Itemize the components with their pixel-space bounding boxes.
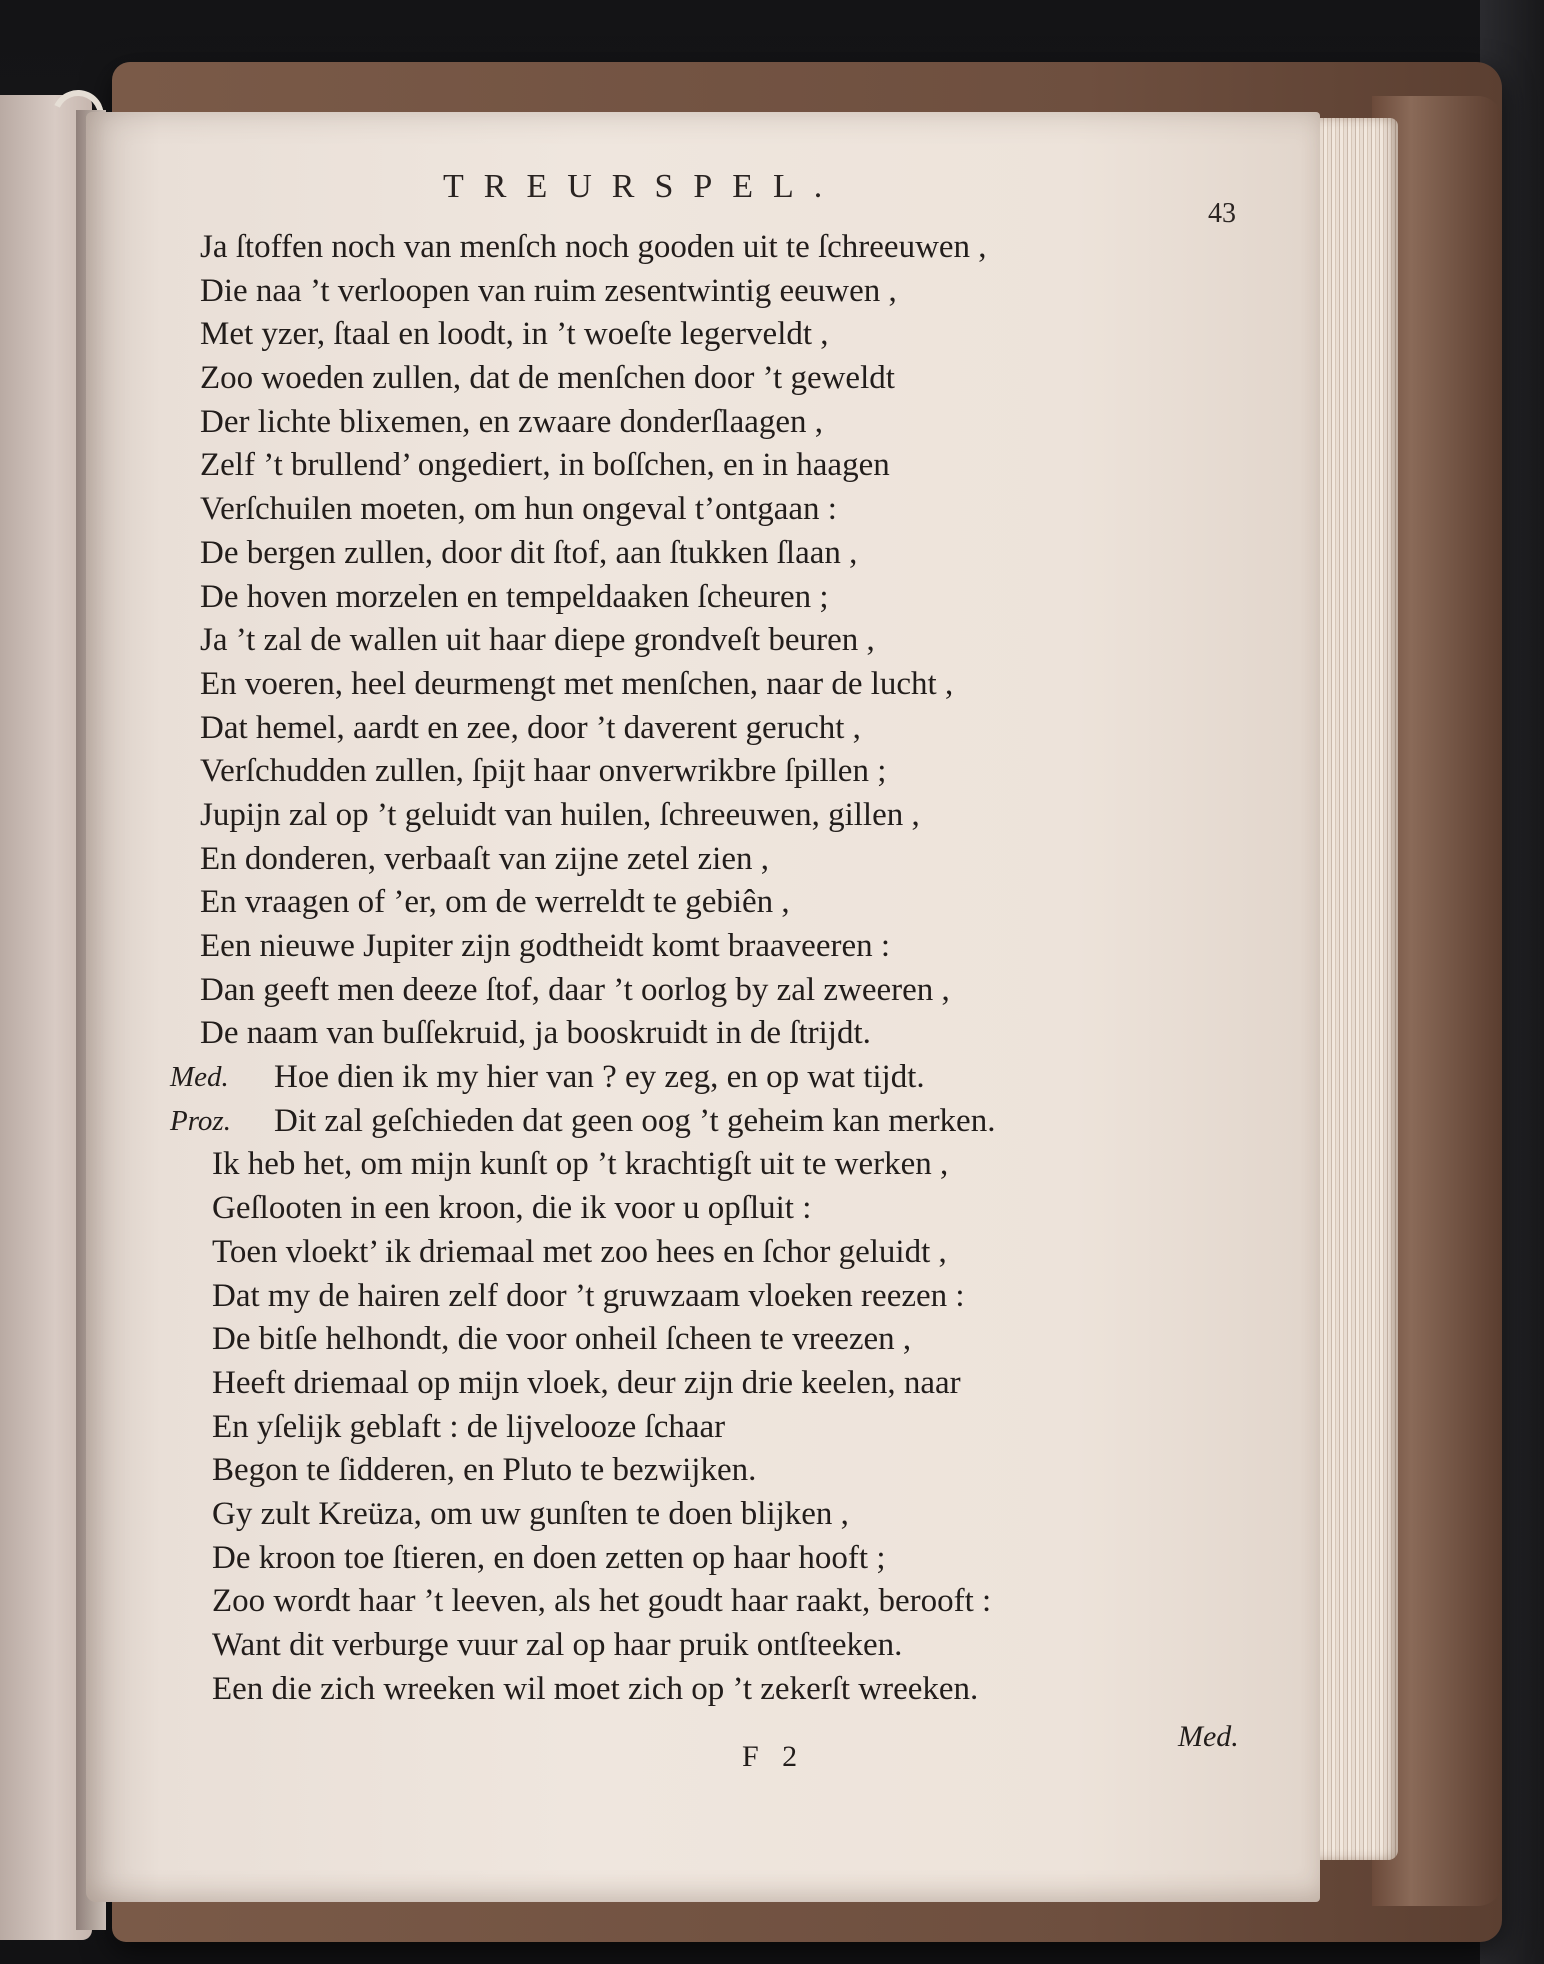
verse-line (170, 313, 1290, 357)
verse-text: Ja ’t zal de wallen uit haar diepe grondveſt beuren , (200, 622, 875, 659)
verse-text: De hoven morzelen en tempeldaaken ſcheuren ; (200, 578, 829, 615)
verse-text: Geſlooten in een kroon, die ik voor u opſluit : (212, 1190, 812, 1227)
verse-text: Hoe dien ik my hier van ? ey zeg, en op wat tijdt. (274, 1059, 925, 1096)
running-head: TREURSPEL. (443, 168, 843, 205)
verse-text: Ik heb het, om mijn kunſt op ’t krachtigſt uit te werken , (212, 1146, 949, 1183)
verse-text: Zelf ’t brullend’ ongediert, in boſſchen, en in haagen (200, 447, 890, 484)
verse-text: En yſelijk geblaft : de lijvelooze ſchaar (212, 1408, 726, 1445)
verse-line (170, 357, 1290, 401)
verse-text: De bergen zullen, door dit ſtof, aan ſtukken ſlaan , (200, 534, 858, 571)
verse-text: Dit zal geſchieden dat geen oog ’t geheim kan merken. (274, 1102, 996, 1139)
verse-text: Een nieuwe Jupiter zijn godtheidt komt braaveeren : (200, 928, 891, 964)
verse-line (170, 663, 1290, 707)
page-number: 43 (1208, 198, 1236, 229)
verse-line (170, 401, 1290, 445)
verse-line (170, 1580, 1290, 1624)
verse-text: Begon te ſidderen, en Pluto te bezwijken. (212, 1452, 757, 1489)
verse-line (170, 1449, 1290, 1493)
verse-line (170, 1537, 1290, 1581)
verse-line (170, 488, 1290, 532)
verse-text: Heeft driemaal op mijn vloek, deur zijn drie keelen, naar (212, 1364, 961, 1401)
verse-text: Dat my de hairen zelf door ’t gruwzaam vloeken reezen : (212, 1277, 965, 1314)
verse-text: En voeren, heel deurmengt met menſchen, naar de lucht , (200, 665, 954, 702)
verse-text: Toen vloekt’ ik driemaal met zoo hees en ſchor geluidt , (212, 1233, 947, 1270)
verse-line (170, 1056, 1290, 1100)
verse-line (170, 576, 1290, 620)
verse-line (170, 925, 1290, 969)
verse-line (170, 270, 1290, 314)
verse-text: Verſchudden zullen, ſpijt haar onverwrikbre ſpillen ; (200, 753, 887, 790)
verse-line (170, 1100, 1290, 1144)
verse-line (170, 1362, 1290, 1406)
verse-line (170, 1012, 1290, 1056)
verse-line (170, 226, 1290, 270)
verse-line (170, 1668, 1290, 1712)
verse-line (170, 1624, 1290, 1668)
verse-text: Een die zich wreeken wil moet zich op ’t zekerſt wreeken. (212, 1670, 979, 1707)
verse-line (170, 838, 1290, 882)
verse-block (170, 226, 1290, 1711)
verse-text: Dan geeft men deeze ſtof, daar ’t oorlog by zal zweeren , (200, 971, 950, 1008)
verse-text: De bitſe helhondt, die voor onheil ſcheen te vreezen , (212, 1321, 912, 1358)
verse-text: En vraagen of ’er, om de werreldt te gebiên , (200, 884, 790, 921)
verse-text: Zoo wordt haar ’t leeven, als het goudt haar raakt, berooft : (212, 1583, 992, 1620)
verse-text: Die naa ’t verloopen van ruim zesentwintig eeuwen , (200, 272, 897, 309)
verse-text: En donderen, verbaaſt van zijne zetel zien , (200, 840, 769, 877)
verse-line (170, 750, 1290, 794)
catchword: Med. (1178, 1720, 1239, 1753)
verse-text: De naam van buſſekruid, ja booskruidt in de ſtrijdt. (200, 1015, 871, 1052)
verse-line (170, 707, 1290, 751)
verse-line (170, 881, 1290, 925)
verse-line (170, 619, 1290, 663)
verse-text: Der lichte blixemen, en zwaare donderſlaagen , (200, 403, 824, 440)
verse-text: Zoo woeden zullen, dat de menſchen door ’t geweldt (200, 360, 895, 397)
verse-text: Jupijn zal op ’t geluidt van huilen, ſchreeuwen, gillen , (200, 796, 920, 833)
verse-line (170, 1406, 1290, 1450)
verse-text: Want dit verburge vuur zal op haar pruik ontſteeken. (212, 1627, 903, 1663)
verse-line (170, 444, 1290, 488)
verse-text: Ja ſtoffen noch van menſch noch gooden uit te ſchreeuwen , (200, 229, 987, 265)
verse-text: Gy zult Kreüza, om uw gunſten te doen blijken , (212, 1495, 849, 1532)
verse-line (170, 794, 1290, 838)
speaker-label: Proz. (170, 1104, 231, 1137)
verse-line (170, 1143, 1290, 1187)
signature-mark: F 2 (742, 1740, 806, 1773)
verse-line (170, 1275, 1290, 1319)
verse-line (170, 1187, 1290, 1231)
speaker-label: Med. (170, 1061, 229, 1094)
verse-text: Met yzer, ſtaal en loodt, in ’t woeſte legerveldt , (200, 316, 829, 353)
verse-line (170, 1318, 1290, 1362)
verse-line (170, 1493, 1290, 1537)
verse-text: Dat hemel, aardt en zee, door ’t daverent gerucht , (200, 709, 861, 746)
verse-line (170, 532, 1290, 576)
verse-line (170, 969, 1290, 1013)
verse-text: Verſchuilen moeten, om hun ongeval t’ontgaan : (200, 491, 837, 528)
page-edges (1312, 118, 1398, 1860)
verse-line (170, 1231, 1290, 1275)
verse-text: De kroon toe ſtieren, en doen zetten op haar hooft ; (212, 1539, 886, 1576)
